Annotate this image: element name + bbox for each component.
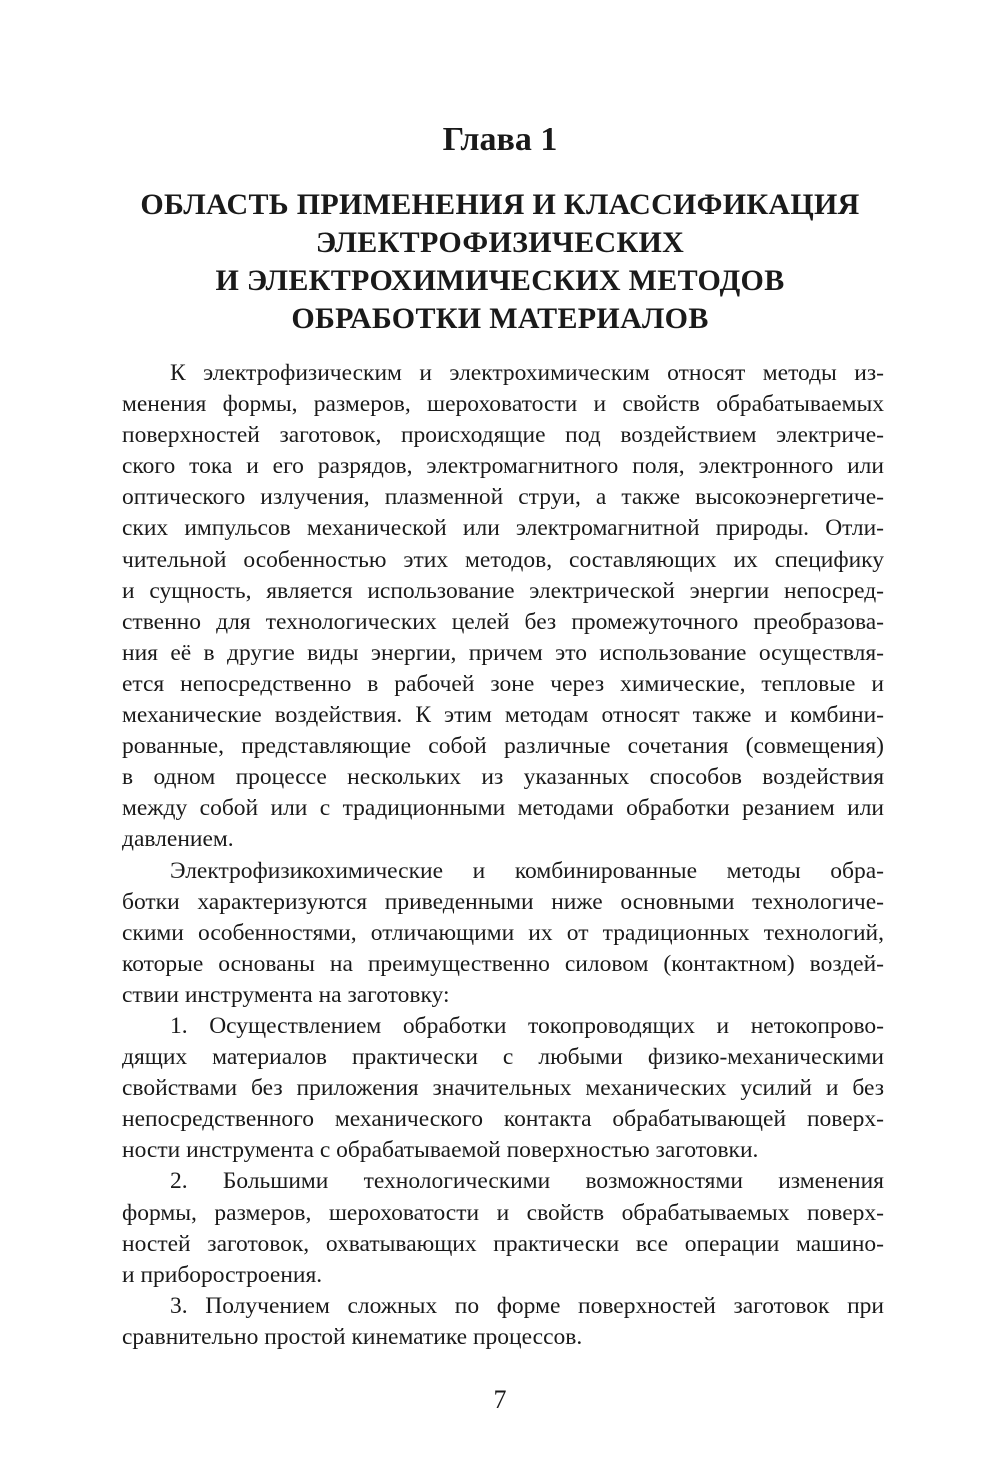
text-line: 3. Получением сложных по форме поверхностей заготовок при — [170, 1292, 884, 1319]
text-line: менения формы, размеров, шероховатости и свойств обрабатываемых — [122, 391, 884, 418]
chapter-title-line: ОБРАБОТКИ МАТЕРИАЛОВ — [291, 302, 709, 335]
text-line: механические воздействия. К этим методам относят также и комбини- — [122, 702, 884, 729]
text-line: ского тока и его разрядов, электромагнитного поля, электронного или — [122, 453, 884, 480]
text-line: Электрофизикохимические и комбинированные методы обра- — [170, 857, 884, 884]
text-line: и сущность, является использование электрической энергии непосред- — [122, 577, 884, 604]
text-line: которые основаны на преимущественно силовом (контактном) воздей- — [122, 950, 884, 977]
text-line: поверхностей заготовок, происходящие под воздействием электриче- — [122, 422, 884, 449]
chapter-title — [0, 186, 1000, 338]
text-line: в одном процессе нескольких из указанных способов воздействия — [122, 764, 884, 791]
text-line: оптического излучения, плазменной струи, а также высокоэнергетиче- — [122, 484, 884, 511]
text-line: ственно для технологических целей без промежуточного преобразова- — [122, 608, 884, 635]
text-line: и приборостроения. — [122, 1261, 323, 1288]
text-line: ности инструмента с обрабатываемой поверхностью заготовки. — [122, 1137, 759, 1164]
chapter-title-line: ОБЛАСТЬ ПРИМЕНЕНИЯ И КЛАССИФИКАЦИЯ — [140, 188, 860, 221]
text-line: между собой или с традиционными методами обработки резанием или — [122, 795, 884, 822]
text-line: ния её в другие виды энергии, причем это использование осуществля- — [122, 639, 884, 666]
text-line: К электрофизическим и электрохимическим относят методы из- — [170, 360, 884, 386]
text-line: чительной особенностью этих методов, составляющих их специфику — [122, 546, 884, 573]
text-line: ностей заготовок, охватывающих практически все операции машино- — [122, 1230, 884, 1257]
text-line: 1. Осуществлением обработки токопроводящих и нетокопрово- — [170, 1012, 884, 1039]
chapter-label: Глава 1 — [442, 121, 558, 158]
chapter-title-line: И ЭЛЕКТРОХИМИЧЕСКИХ МЕТОДОВ — [215, 264, 785, 297]
text-line: ствии инструмента на заготовку: — [122, 981, 450, 1008]
text-line: 2. Большими технологическими возможностями изменения — [170, 1168, 884, 1195]
text-line: ботки характеризуются приведенными ниже основными технологиче- — [122, 888, 884, 915]
page-number: 7 — [493, 1385, 507, 1414]
text-line: давлением. — [122, 826, 234, 853]
text-line: свойствами без приложения значительных механических усилий и без — [122, 1075, 884, 1102]
text-line: формы, размеров, шероховатости и свойств обрабатываемых поверх- — [122, 1199, 884, 1226]
text-line: сравнительно простой кинематике процессов. — [122, 1323, 583, 1350]
text-line: непосредственного механического контакта обрабатывающей поверх- — [122, 1106, 884, 1133]
chapter-title-line: ЭЛЕКТРОФИЗИЧЕСКИХ — [315, 226, 685, 259]
text-line: дящих материалов практически с любыми физико-механическими — [122, 1044, 884, 1071]
text-line: ских импульсов механической или электромагнитной природы. Отли- — [122, 515, 884, 542]
body-text — [122, 358, 884, 1353]
text-line: рованные, представляющие собой различные сочетания (совмещения) — [122, 733, 884, 760]
text-line: скими особенностями, отличающими их от традиционных технологий, — [122, 919, 884, 946]
text-line: ется непосредственно в рабочей зоне через химические, тепловые и — [122, 670, 884, 697]
